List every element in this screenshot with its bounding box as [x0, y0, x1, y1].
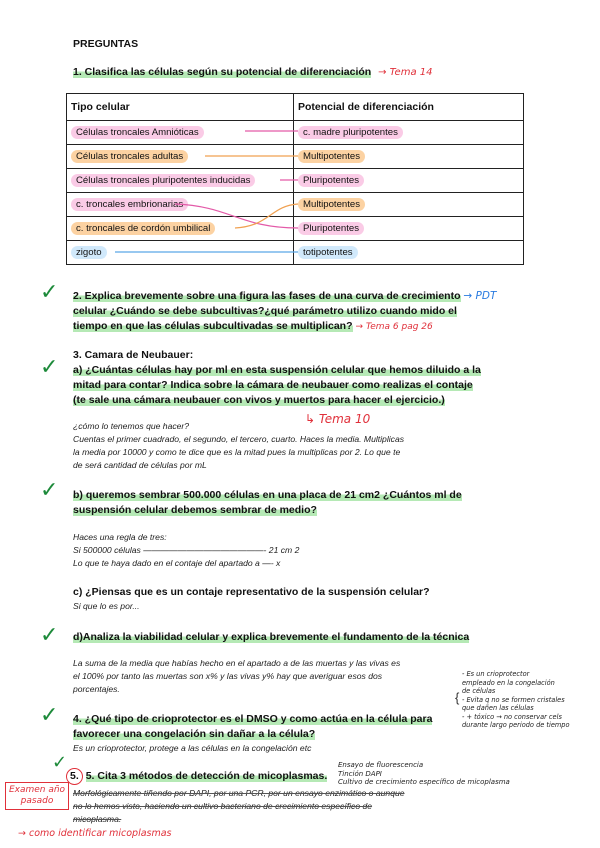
potency: Multipotentes: [298, 150, 365, 163]
method-item: Tinción DAPI: [338, 769, 382, 778]
side-note-line: de células: [462, 687, 496, 695]
side-note-line: empleado en la congelación: [462, 678, 555, 687]
q5-answer: [73, 787, 405, 826]
cell-type: Células troncales pluripotentes inducidas: [71, 174, 255, 187]
q2-line1: 2. Explica brevemente sobre una figura las fases de una curva de crecimiento: [73, 290, 461, 302]
potency: Multipotentes: [298, 198, 365, 211]
q5-line1: 5. Cita 3 métodos de detección de micoplasmas.: [85, 770, 328, 782]
answer-line: de será cantidad de células por mL: [73, 460, 207, 470]
question-5: [66, 768, 327, 785]
answer-line: Si 500000 células ——————————————- 21 cm 2: [73, 545, 300, 555]
question-3d: [73, 630, 469, 645]
tema-6-note: → Tema 6 pag 26: [355, 322, 433, 332]
potency: totipotentes: [298, 246, 358, 259]
q3b-answer: [73, 531, 299, 570]
q4-line1: 4. ¿Qué tipo de crioprotector es el DMSO y como actúa en la célula para: [73, 713, 433, 725]
q3c-answer: Si que lo es por...: [73, 601, 140, 611]
answer-line: micoplasma.: [73, 814, 122, 824]
q3-answer: [73, 420, 404, 472]
tema-14-note: → Tema 14: [378, 67, 433, 78]
answer-line: no lo hemos visto, haciendo un cultivo bacteriano de crecimiento específico de: [73, 801, 373, 811]
table-header-cell: Tipo celular: [67, 94, 294, 121]
q3-title: 3. Camara de Neubauer:: [73, 349, 194, 361]
q3-a-line1: a) ¿Cuántas células hay por ml en esta suspensión celular que hemos diluido a la: [73, 364, 481, 376]
check-mark-icon: ✓: [52, 752, 68, 773]
connector-line: [235, 204, 298, 228]
cell-type: Células troncales Amnióticas: [71, 126, 204, 139]
cell-type: c. troncales embrionarias: [71, 198, 188, 211]
check-mark-icon: ✓: [40, 703, 59, 728]
q3-a-line2: mitad para contar? Indica sobre la cámara de neubauer como realizas el contaje: [73, 379, 473, 391]
q4-line2: favorecer una congelación sin dañar a la célula?: [73, 728, 316, 740]
pdt-note: → PDT: [463, 290, 497, 302]
check-mark-icon: ✓: [40, 280, 59, 305]
q3-a-line3: (te sale una cámara neubauer con vivos y muertos para hacer el ejercicio.): [73, 394, 445, 406]
answer-line: porcentajes.: [73, 684, 120, 694]
cell-type: zigoto: [71, 246, 107, 259]
answer-line: Morfológicamente tiñendo por DAPI, por una PCR, por un ensayo enzimático o aunque: [73, 788, 405, 798]
q3c-line1: c) ¿Piensas que es un contaje representativo de la suspensión celular?: [73, 586, 430, 598]
tema-10-note: ↳ Tema 10: [305, 412, 371, 426]
q2-line2: celular ¿Cuándo se debe subcultivas?¿qué parámetro utilizo cuando mido el: [73, 305, 457, 317]
check-mark-icon: ✓: [40, 478, 59, 503]
check-mark-icon: ✓: [40, 355, 59, 380]
question-3b: [73, 488, 553, 518]
side-note-line: que dañen las células: [462, 704, 534, 712]
check-mark-icon: ✓: [40, 623, 59, 648]
potency: Pluripotentes: [298, 222, 364, 235]
answer-line: La suma de la media que habías hecho en el apartado a de las muertas y las vivas es: [73, 658, 401, 668]
q2-line3: tiempo en que las células subcultivadas se multiplican?: [73, 320, 353, 332]
question-2: [73, 289, 553, 335]
question-3: [73, 348, 553, 408]
answer-line: Haces una regla de tres:: [73, 532, 167, 542]
table-header-cell: Potencial de diferenciación: [294, 94, 524, 121]
q3b-line2: suspensión celular debemos sembrar de medio?: [73, 504, 317, 516]
q4-answer: Es un crioprotector, protege a las células en la congelación etc: [73, 743, 312, 753]
answer-line: Cuentas el primer cuadrado, el segundo, el tercero, cuarto. Haces la media. Multiplicas: [73, 434, 405, 444]
brace-icon: {: [455, 690, 460, 705]
page-title: PREGUNTAS: [73, 38, 139, 50]
side-note-line: - Es un crioprotector: [462, 670, 530, 678]
cell-type: c. troncales de cordón umbilical: [71, 222, 215, 235]
method-item: Cultivo de crecimiento específico de micoplasma: [338, 778, 510, 786]
side-note-line: - + tóxico → no conservar cels: [462, 712, 562, 721]
detection-methods-notes: [338, 761, 598, 787]
exam-last-year-box: Examen año pasado: [5, 782, 69, 810]
q3d-line1: d)Analiza la viabilidad celular y explica brevemente el fundamento de la técnica: [73, 631, 470, 643]
side-note-line: durante largo periodo de tiempo: [462, 721, 570, 729]
side-note-line: - Evita q no se formen cristales: [462, 695, 565, 704]
q5-number-circle: 5.: [66, 768, 83, 785]
cell-type: Células troncales adultas: [71, 150, 188, 163]
question-4: [73, 712, 463, 742]
answer-line: la media por 10000 y como te dice que es la mitad pues la multiplicas por 2. Lo que te: [73, 447, 401, 457]
identify-mycoplasma-note: → como identificar micoplasmas: [18, 828, 172, 839]
method-item: Ensayo de fluorescencia: [338, 761, 424, 769]
potency: Pluripotentes: [298, 174, 364, 187]
q3b-line1: b) queremos sembrar 500.000 células en una placa de 21 cm2 ¿Cuántos ml de: [73, 489, 462, 501]
answer-line: el 100% por tanto las muertas son x% y las vivas y% hay que averiguar esos dos: [73, 671, 383, 681]
answer-line: ¿cómo lo tenemos que hacer?: [73, 421, 190, 431]
question-1-text: 1. Clasifica las células según su potencial de diferenciación: [73, 66, 372, 78]
answer-line: Lo que te haya dado en el contaje del apartado a —- x: [73, 558, 281, 568]
q3d-answer: [73, 657, 473, 696]
dmso-side-notes: [462, 670, 597, 730]
potency: c. madre pluripotentes: [298, 126, 403, 139]
connector-line: [175, 204, 298, 228]
